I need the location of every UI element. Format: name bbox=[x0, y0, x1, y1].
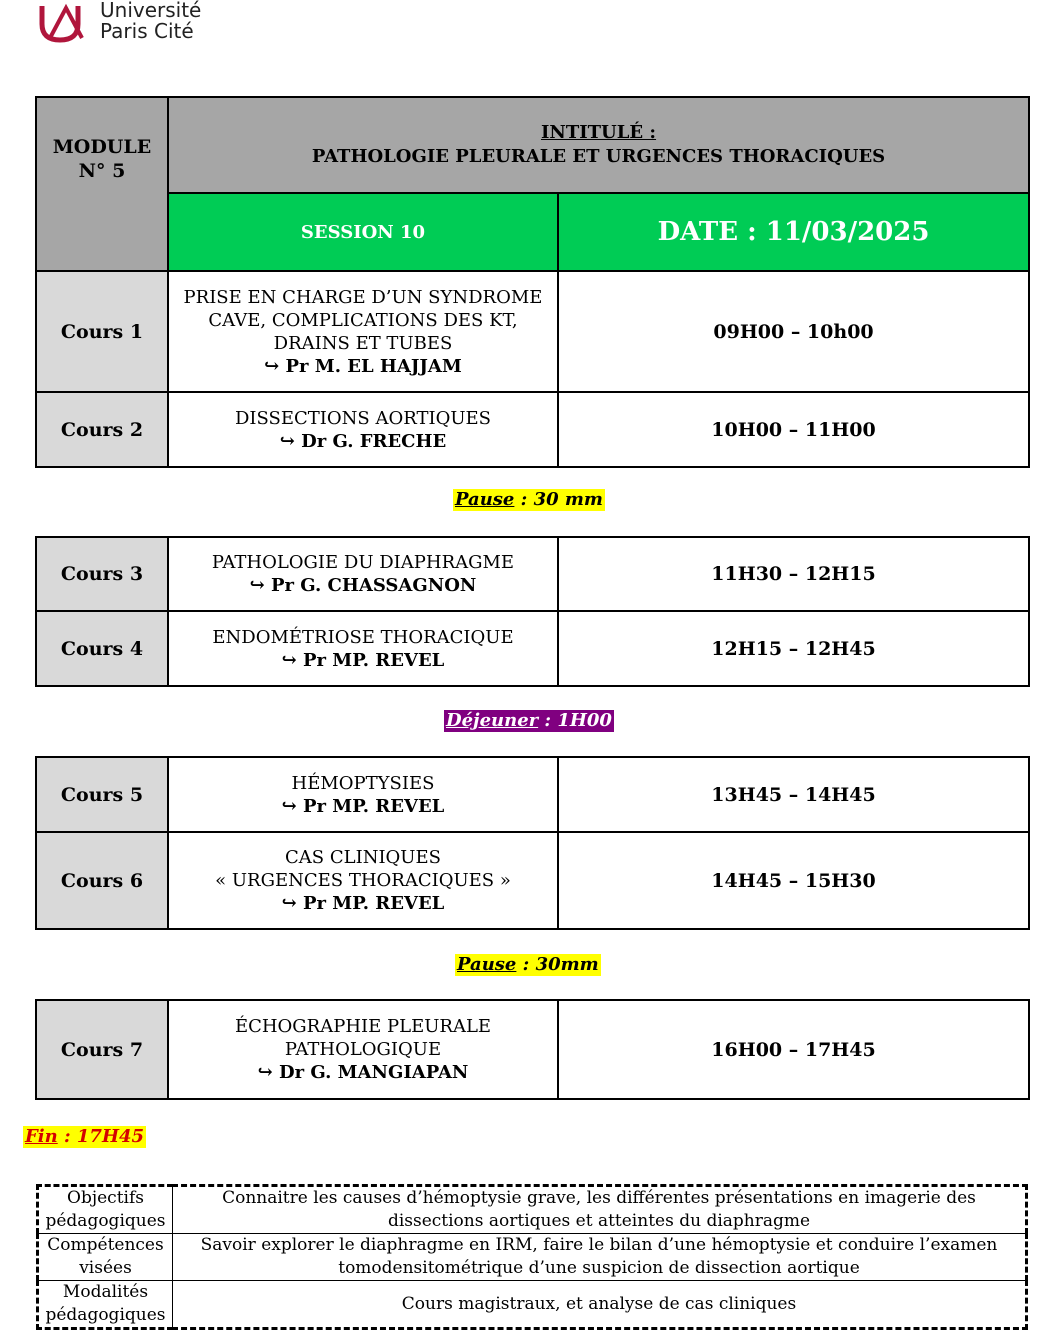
objectives-label: Objectifs pédagogiques bbox=[38, 1186, 173, 1234]
cours-7-title bbox=[168, 1000, 558, 1099]
cours-5-speaker: ↪ Pr MP. REVEL bbox=[281, 795, 445, 817]
pause-2-banner bbox=[455, 954, 601, 976]
cours-2-label: Cours 2 bbox=[36, 392, 168, 467]
cours-3-title bbox=[168, 537, 558, 611]
schedule-table-1 bbox=[35, 96, 1030, 468]
methods-value: Cours magistraux, et analyse de cas cliniques bbox=[173, 1281, 1027, 1329]
end-word: Fin bbox=[25, 1126, 58, 1147]
schedule-table-2 bbox=[35, 536, 1030, 687]
cours-7-label: Cours 7 bbox=[36, 1000, 168, 1099]
intitule-label: INTITULÉ : bbox=[540, 122, 657, 143]
cours-1-title bbox=[168, 271, 558, 392]
cours-4-title-line: ENDOMÉTRIOSE THORACIQUE bbox=[212, 626, 514, 648]
lunch-word: Déjeuner bbox=[446, 710, 539, 731]
cours-7-speaker: ↪ Dr G. MANGIAPAN bbox=[257, 1062, 469, 1083]
cours-4-time: 12H15 – 12H45 bbox=[558, 611, 1029, 686]
skills-label: Compétences visées bbox=[38, 1234, 173, 1281]
cours-1-time: 09H00 – 10h00 bbox=[558, 271, 1029, 392]
cours-5-title bbox=[168, 757, 558, 832]
logo-line-1: Université bbox=[100, 0, 202, 22]
lunch-banner bbox=[444, 710, 614, 732]
intitule-value: PATHOLOGIE PLEURALE ET URGENCES THORACIQUES bbox=[311, 146, 886, 167]
module-number: N° 5 bbox=[78, 160, 126, 182]
methods-label: Modalités pédagogiques bbox=[38, 1281, 173, 1329]
intitule-cell bbox=[168, 97, 1029, 193]
pause-1-word: Pause bbox=[455, 489, 515, 510]
logo-line-2: Paris Cité bbox=[100, 19, 194, 43]
cours-4-speaker: ↪ Pr MP. REVEL bbox=[281, 649, 445, 671]
cours-2-time: 10H00 – 11H00 bbox=[558, 392, 1029, 467]
cours-5-time: 13H45 – 14H45 bbox=[558, 757, 1029, 832]
cours-7-title-line: PATHOLOGIQUE bbox=[284, 1039, 442, 1060]
cours-3-speaker: ↪ Pr G. CHASSAGNON bbox=[249, 575, 477, 596]
cours-5-label: Cours 5 bbox=[36, 757, 168, 832]
objectives-value: Connaitre les causes d’hémoptysie grave, les différentes présentations en imagerie des dissections aortiques et atteintes du diaphragme bbox=[173, 1186, 1027, 1234]
schedule-table-3 bbox=[35, 756, 1030, 930]
end-banner bbox=[23, 1126, 146, 1148]
pause-2-word: Pause bbox=[457, 954, 517, 975]
skills-value: Savoir explorer le diaphragme en IRM, faire le bilan d’une hémoptysie et conduire l’examen tomodensitométrique d’une suspicion de dissection aortique bbox=[173, 1234, 1027, 1281]
cours-7-time: 16H00 – 17H45 bbox=[558, 1000, 1029, 1099]
objectives-table bbox=[36, 1184, 1028, 1330]
pause-1-banner bbox=[453, 489, 605, 511]
cours-2-title bbox=[168, 392, 558, 467]
pause-1-duration: : 30 mm bbox=[514, 489, 603, 510]
module-label: MODULE bbox=[52, 136, 152, 158]
cours-3-label: Cours 3 bbox=[36, 537, 168, 611]
cours-6-speaker: ↪ Pr MP. REVEL bbox=[281, 893, 445, 914]
cours-4-title bbox=[168, 611, 558, 686]
cours-3-time: 11H30 – 12H15 bbox=[558, 537, 1029, 611]
cours-2-speaker: ↪ Dr G. FRECHE bbox=[279, 430, 447, 452]
cours-4-label: Cours 4 bbox=[36, 611, 168, 686]
cours-6-title-line: « URGENCES THORACIQUES » bbox=[215, 870, 511, 891]
cours-1-title-line: PRISE EN CHARGE D’UN SYNDROME bbox=[183, 286, 543, 308]
cours-1-speaker: ↪ Pr M. EL HAJJAM bbox=[264, 355, 462, 377]
cours-6-title-line: CAS CLINIQUES bbox=[285, 847, 441, 868]
cours-1-title-line: CAVE, COMPLICATIONS DES KT, bbox=[208, 309, 518, 331]
session-cell: SESSION 10 bbox=[168, 193, 558, 271]
university-logo bbox=[36, 0, 236, 46]
schedule-table-4 bbox=[35, 999, 1030, 1100]
cours-6-title bbox=[168, 832, 558, 929]
cours-3-title-line: PATHOLOGIE DU DIAPHRAGME bbox=[211, 552, 515, 573]
cours-6-label: Cours 6 bbox=[36, 832, 168, 929]
cours-2-title-line: DISSECTIONS AORTIQUES bbox=[235, 407, 491, 429]
cours-1-label: Cours 1 bbox=[36, 271, 168, 392]
cours-5-title-line: HÉMOPTYSIES bbox=[291, 772, 435, 794]
end-time: : 17H45 bbox=[57, 1126, 145, 1147]
cours-7-title-line: ÉCHOGRAPHIE PLEURALE bbox=[234, 1016, 492, 1037]
module-cell bbox=[36, 97, 168, 271]
cours-1-title-line: DRAINS ET TUBES bbox=[273, 332, 453, 354]
date-cell: DATE : 11/03/2025 bbox=[558, 193, 1029, 271]
university-emblem-icon bbox=[36, 2, 88, 44]
pause-2-duration: : 30mm bbox=[516, 954, 599, 975]
lunch-duration: : 1H00 bbox=[538, 710, 612, 731]
cours-6-time: 14H45 – 15H30 bbox=[558, 832, 1029, 929]
